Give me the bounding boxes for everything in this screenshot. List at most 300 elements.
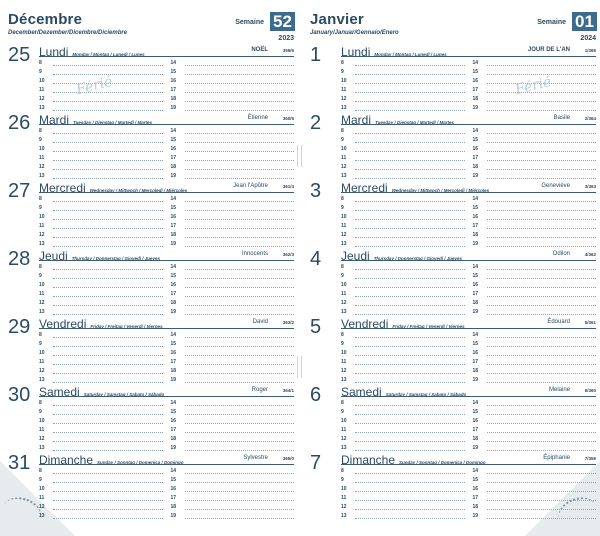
hour-slot[interactable] [39, 357, 163, 366]
hour-slot[interactable] [171, 425, 295, 434]
hour-slot[interactable] [473, 194, 597, 203]
writing-line [487, 364, 597, 365]
hour-slot[interactable] [39, 126, 163, 135]
hour-grid [39, 466, 294, 520]
hour-slot[interactable] [171, 357, 295, 366]
hour-column-afternoon [171, 398, 295, 452]
hour-slot[interactable] [39, 162, 163, 171]
hour-slot[interactable] [341, 94, 465, 103]
hour-label: 8 [39, 128, 42, 134]
saint-name: Odilon [552, 251, 570, 257]
month-translations: December/Dezember/Dicembre/Diciembre [8, 30, 128, 36]
hour-slot[interactable] [473, 171, 597, 180]
day-translations: Friday / Freitag / Venerdì / Viernes [90, 324, 163, 329]
hour-slot[interactable] [473, 416, 597, 425]
hour-slot[interactable] [341, 502, 465, 511]
hour-slot[interactable] [341, 280, 465, 289]
hour-slot[interactable] [473, 443, 597, 452]
writing-line [487, 237, 597, 238]
writing-line [487, 201, 597, 202]
hour-slot[interactable] [39, 194, 163, 203]
writing-line [355, 482, 465, 483]
hour-label: 13 [39, 309, 45, 315]
hour-label: 14 [472, 332, 479, 338]
hour-slot[interactable] [171, 171, 295, 180]
hour-slot[interactable] [341, 85, 465, 94]
hour-slot[interactable] [171, 103, 295, 112]
writing-line [185, 110, 295, 111]
hour-slot[interactable] [171, 416, 295, 425]
writing-line [185, 278, 295, 279]
hour-slot[interactable] [171, 144, 295, 153]
day-entry[interactable] [310, 316, 596, 384]
hour-slot[interactable] [341, 221, 465, 230]
writing-line [355, 346, 465, 347]
hour-slot[interactable] [473, 126, 597, 135]
hour-slot[interactable] [341, 416, 465, 425]
day-entry[interactable] [310, 452, 596, 520]
hour-column-morning [39, 126, 163, 180]
writing-line [53, 337, 163, 338]
hour-slot[interactable] [39, 135, 163, 144]
hour-slot[interactable] [341, 307, 465, 316]
hour-slot[interactable] [39, 330, 163, 339]
hour-slot[interactable] [171, 94, 295, 103]
hour-slot[interactable] [171, 398, 295, 407]
hour-slot[interactable] [171, 434, 295, 443]
day-number: 27 [8, 180, 31, 202]
writing-line [185, 441, 295, 442]
writing-line [185, 65, 295, 66]
hour-slot[interactable] [171, 271, 295, 280]
hour-slot[interactable] [473, 366, 597, 375]
hour-slot[interactable] [341, 289, 465, 298]
hour-label: 8 [39, 332, 42, 338]
hour-slot[interactable] [171, 493, 295, 502]
day-entry[interactable] [310, 44, 596, 112]
hour-slot[interactable] [473, 339, 597, 348]
hour-slot[interactable] [39, 262, 163, 271]
hour-slot[interactable] [171, 162, 295, 171]
day-name: Lundi [39, 45, 69, 59]
hour-slot[interactable] [171, 475, 295, 484]
hour-slot[interactable] [39, 171, 163, 180]
hour-grid [39, 126, 294, 180]
hour-slot[interactable] [39, 203, 163, 212]
hour-column-afternoon [473, 330, 597, 384]
hour-slot[interactable] [39, 239, 163, 248]
hour-slot[interactable] [473, 434, 597, 443]
hour-slot[interactable] [341, 103, 465, 112]
writing-line [355, 83, 465, 84]
hour-label: 19 [472, 241, 479, 247]
writing-line [185, 432, 295, 433]
page-header [310, 0, 600, 44]
writing-line [53, 364, 163, 365]
hour-column-afternoon [171, 262, 295, 316]
hour-slot[interactable] [473, 162, 597, 171]
day-entry[interactable] [310, 384, 596, 452]
hour-column-morning [341, 330, 465, 384]
hour-slot[interactable] [39, 67, 163, 76]
writing-line [355, 382, 465, 383]
day-translations: Monday / Montag / Lunedì / Lunes [72, 52, 145, 57]
hour-slot[interactable] [39, 443, 163, 452]
day-entry[interactable] [310, 112, 596, 180]
writing-line [185, 296, 295, 297]
hour-slot[interactable] [341, 67, 465, 76]
hour-slot[interactable] [171, 67, 295, 76]
writing-line [185, 178, 295, 179]
hour-slot[interactable] [341, 348, 465, 357]
writing-line [53, 278, 163, 279]
saint-name: Jean l'Apôtre [233, 183, 268, 189]
hour-slot[interactable] [39, 348, 163, 357]
hour-slot[interactable] [473, 407, 597, 416]
day-number: 29 [8, 316, 31, 338]
hour-slot[interactable] [473, 375, 597, 384]
hour-slot[interactable] [39, 339, 163, 348]
hour-slot[interactable] [171, 239, 295, 248]
saint-name: Étienne [247, 115, 268, 121]
hour-slot[interactable] [171, 484, 295, 493]
hour-slot[interactable] [171, 407, 295, 416]
hour-slot[interactable] [473, 502, 597, 511]
hour-slot[interactable] [341, 194, 465, 203]
writing-line [53, 491, 163, 492]
day-name: Jeudi [39, 249, 68, 263]
hour-slot[interactable] [171, 212, 295, 221]
writing-line [487, 228, 597, 229]
hour-slot[interactable] [39, 307, 163, 316]
hour-slot[interactable] [341, 203, 465, 212]
hour-slot[interactable] [39, 493, 163, 502]
hour-label: 8 [341, 60, 344, 66]
writing-line [487, 482, 597, 483]
day-divider [341, 56, 596, 57]
hour-slot[interactable] [171, 85, 295, 94]
hour-slot[interactable] [171, 230, 295, 239]
hour-slot[interactable] [171, 153, 295, 162]
writing-line [355, 355, 465, 356]
writing-line [53, 405, 163, 406]
hour-label: 16 [472, 282, 479, 288]
hour-slot[interactable] [473, 94, 597, 103]
hour-slot[interactable] [341, 76, 465, 85]
hour-slot[interactable] [39, 425, 163, 434]
day-number: 6 [310, 384, 322, 406]
hour-slot[interactable] [341, 153, 465, 162]
saint-name: Geneviève [541, 183, 570, 189]
hour-label: 18 [170, 436, 177, 442]
saint-name: David [252, 319, 268, 325]
hour-slot[interactable] [473, 280, 597, 289]
hour-slot[interactable] [39, 221, 163, 230]
hour-slot[interactable] [171, 289, 295, 298]
saint-name: Melaine [548, 387, 570, 393]
writing-line [53, 414, 163, 415]
hour-column-morning [39, 194, 163, 248]
hour-slot[interactable] [473, 58, 597, 67]
day-entry[interactable] [8, 44, 294, 112]
day-name: Dimanche [341, 453, 396, 467]
hour-label: 10 [341, 78, 347, 84]
day-entry[interactable] [8, 112, 294, 180]
hour-slot[interactable] [341, 339, 465, 348]
day-number: 4 [310, 248, 322, 270]
writing-line [487, 296, 597, 297]
hour-slot[interactable] [39, 298, 163, 307]
writing-line [185, 346, 295, 347]
writing-line [185, 405, 295, 406]
hour-label: 12 [341, 96, 347, 102]
hour-slot[interactable] [39, 144, 163, 153]
hour-slot[interactable] [473, 357, 597, 366]
hour-slot[interactable] [341, 271, 465, 280]
saint-name: Épiphanie [543, 455, 570, 461]
hour-slot[interactable] [39, 280, 163, 289]
hour-label: 10 [341, 282, 347, 288]
hour-label: 11 [341, 359, 347, 365]
writing-line [53, 423, 163, 424]
hour-label: 19 [472, 377, 479, 383]
writing-line [355, 278, 465, 279]
hour-label: 15 [170, 341, 177, 347]
hour-slot[interactable] [171, 339, 295, 348]
hour-slot[interactable] [39, 466, 163, 475]
hour-label: 14 [170, 400, 177, 406]
writing-line [185, 74, 295, 75]
hour-slot[interactable] [341, 398, 465, 407]
hour-slot[interactable] [341, 144, 465, 153]
hour-slot[interactable] [473, 67, 597, 76]
hour-slot[interactable] [171, 262, 295, 271]
writing-line [355, 92, 465, 93]
page-right [310, 0, 600, 536]
hour-slot[interactable] [473, 135, 597, 144]
hour-slot[interactable] [39, 103, 163, 112]
hour-slot[interactable] [473, 103, 597, 112]
hour-label: 17 [170, 427, 177, 433]
day-name: Vendredi [341, 317, 389, 331]
hour-slot[interactable] [39, 153, 163, 162]
hour-slot[interactable] [39, 511, 163, 520]
hour-label: 10 [341, 214, 347, 220]
hour-column-morning [39, 262, 163, 316]
hour-slot[interactable] [341, 126, 465, 135]
hour-slot[interactable] [341, 443, 465, 452]
hour-slot[interactable] [341, 298, 465, 307]
hour-label: 13 [39, 445, 45, 451]
hour-slot[interactable] [473, 153, 597, 162]
hour-slot[interactable] [341, 239, 465, 248]
hour-label: 15 [170, 69, 177, 75]
hour-label: 11 [39, 155, 45, 161]
hour-slot[interactable] [473, 298, 597, 307]
hour-grid [341, 466, 596, 520]
hour-slot[interactable] [39, 375, 163, 384]
hour-label: 18 [472, 232, 479, 238]
hour-slot[interactable] [171, 466, 295, 475]
day-name: Mercredi [341, 181, 388, 195]
hour-label: 18 [472, 96, 479, 102]
hour-slot[interactable] [39, 58, 163, 67]
hour-slot[interactable] [473, 466, 597, 475]
hour-slot[interactable] [39, 434, 163, 443]
hour-slot[interactable] [171, 298, 295, 307]
hour-slot[interactable] [39, 271, 163, 280]
hour-slot[interactable] [39, 94, 163, 103]
hour-label: 10 [39, 214, 45, 220]
hour-slot[interactable] [341, 511, 465, 520]
hour-slot[interactable] [341, 484, 465, 493]
hour-slot[interactable] [171, 366, 295, 375]
hour-slot[interactable] [171, 58, 295, 67]
hour-slot[interactable] [341, 375, 465, 384]
hour-slot[interactable] [341, 171, 465, 180]
hour-label: 17 [472, 427, 479, 433]
hour-label: 16 [170, 486, 177, 492]
hour-slot[interactable] [473, 398, 597, 407]
hour-slot[interactable] [473, 221, 597, 230]
writing-line [53, 237, 163, 238]
writing-line [487, 473, 597, 474]
day-entry[interactable] [8, 248, 294, 316]
hour-slot[interactable] [473, 348, 597, 357]
hour-slot[interactable] [473, 307, 597, 316]
day-of-year: 5/361 [584, 320, 596, 325]
day-entry[interactable] [310, 248, 596, 316]
hour-slot[interactable] [171, 348, 295, 357]
hour-slot[interactable] [171, 221, 295, 230]
hour-label: 11 [39, 427, 45, 433]
hour-label: 13 [341, 173, 347, 179]
hour-slot[interactable] [341, 366, 465, 375]
hour-slot[interactable] [39, 366, 163, 375]
hour-slot[interactable] [39, 407, 163, 416]
hour-label: 8 [341, 264, 344, 270]
writing-line [487, 178, 597, 179]
hour-label: 19 [472, 173, 479, 179]
hour-slot[interactable] [341, 330, 465, 339]
writing-line [487, 160, 597, 161]
hour-label: 9 [341, 477, 344, 483]
hour-slot[interactable] [341, 425, 465, 434]
writing-line [53, 133, 163, 134]
hour-slot[interactable] [39, 212, 163, 221]
hour-slot[interactable] [341, 135, 465, 144]
hour-slot[interactable] [39, 289, 163, 298]
hour-slot[interactable] [341, 493, 465, 502]
writing-line [53, 509, 163, 510]
hour-grid [341, 194, 596, 248]
hour-slot[interactable] [341, 357, 465, 366]
hour-slot[interactable] [171, 76, 295, 85]
hour-label: 12 [341, 164, 347, 170]
hour-slot[interactable] [341, 466, 465, 475]
day-name: Dimanche [39, 453, 94, 467]
hour-slot[interactable] [473, 230, 597, 239]
hour-slot[interactable] [171, 280, 295, 289]
day-number: 7 [310, 452, 322, 474]
hour-slot[interactable] [171, 375, 295, 384]
writing-line [355, 432, 465, 433]
hour-slot[interactable] [341, 162, 465, 171]
day-number: 31 [8, 452, 31, 474]
hour-slot[interactable] [473, 511, 597, 520]
hour-slot[interactable] [341, 230, 465, 239]
hour-slot[interactable] [473, 144, 597, 153]
hour-slot[interactable] [39, 484, 163, 493]
writing-line [185, 133, 295, 134]
hour-slot[interactable] [473, 289, 597, 298]
hour-slot[interactable] [341, 262, 465, 271]
hour-slot[interactable] [39, 230, 163, 239]
hour-slot[interactable] [39, 502, 163, 511]
hour-slot[interactable] [341, 58, 465, 67]
day-entry[interactable] [8, 384, 294, 452]
hour-slot[interactable] [473, 493, 597, 502]
writing-line [487, 373, 597, 374]
writing-line [53, 518, 163, 519]
hour-slot[interactable] [341, 407, 465, 416]
day-entry[interactable] [8, 452, 294, 520]
hour-slot[interactable] [473, 212, 597, 221]
day-entry[interactable] [8, 316, 294, 384]
hour-slot[interactable] [473, 203, 597, 212]
hour-slot[interactable] [473, 262, 597, 271]
hour-slot[interactable] [171, 511, 295, 520]
hour-label: 17 [170, 291, 177, 297]
hour-slot[interactable] [171, 135, 295, 144]
hour-slot[interactable] [171, 194, 295, 203]
hour-slot[interactable] [473, 425, 597, 434]
hour-label: 17 [472, 495, 479, 501]
hour-slot[interactable] [39, 398, 163, 407]
day-entry[interactable] [310, 180, 596, 248]
hour-slot[interactable] [473, 271, 597, 280]
day-entry[interactable] [8, 180, 294, 248]
hour-label: 14 [472, 128, 479, 134]
hour-label: 19 [170, 173, 177, 179]
hour-label: 14 [170, 60, 177, 66]
hour-slot[interactable] [39, 416, 163, 425]
hour-label: 13 [341, 241, 347, 247]
writing-line [487, 133, 597, 134]
day-number: 28 [8, 248, 31, 270]
day-divider [39, 328, 294, 329]
day-translations: Tuesday / Dienstag / Martedì / Martes [73, 120, 152, 125]
hour-slot[interactable] [171, 307, 295, 316]
day-divider [39, 396, 294, 397]
hour-slot[interactable] [341, 212, 465, 221]
hour-slot[interactable] [473, 484, 597, 493]
hour-label: 13 [39, 173, 45, 179]
hour-slot[interactable] [473, 475, 597, 484]
hour-label: 9 [39, 137, 42, 143]
hour-slot[interactable] [171, 330, 295, 339]
hour-slot[interactable] [341, 475, 465, 484]
hour-label: 9 [39, 205, 42, 211]
hour-slot[interactable] [341, 434, 465, 443]
hour-slot[interactable] [473, 239, 597, 248]
hour-slot[interactable] [171, 443, 295, 452]
hour-slot[interactable] [171, 502, 295, 511]
hour-slot[interactable] [171, 203, 295, 212]
hour-slot[interactable] [171, 126, 295, 135]
hour-slot[interactable] [473, 330, 597, 339]
hour-slot[interactable] [39, 475, 163, 484]
